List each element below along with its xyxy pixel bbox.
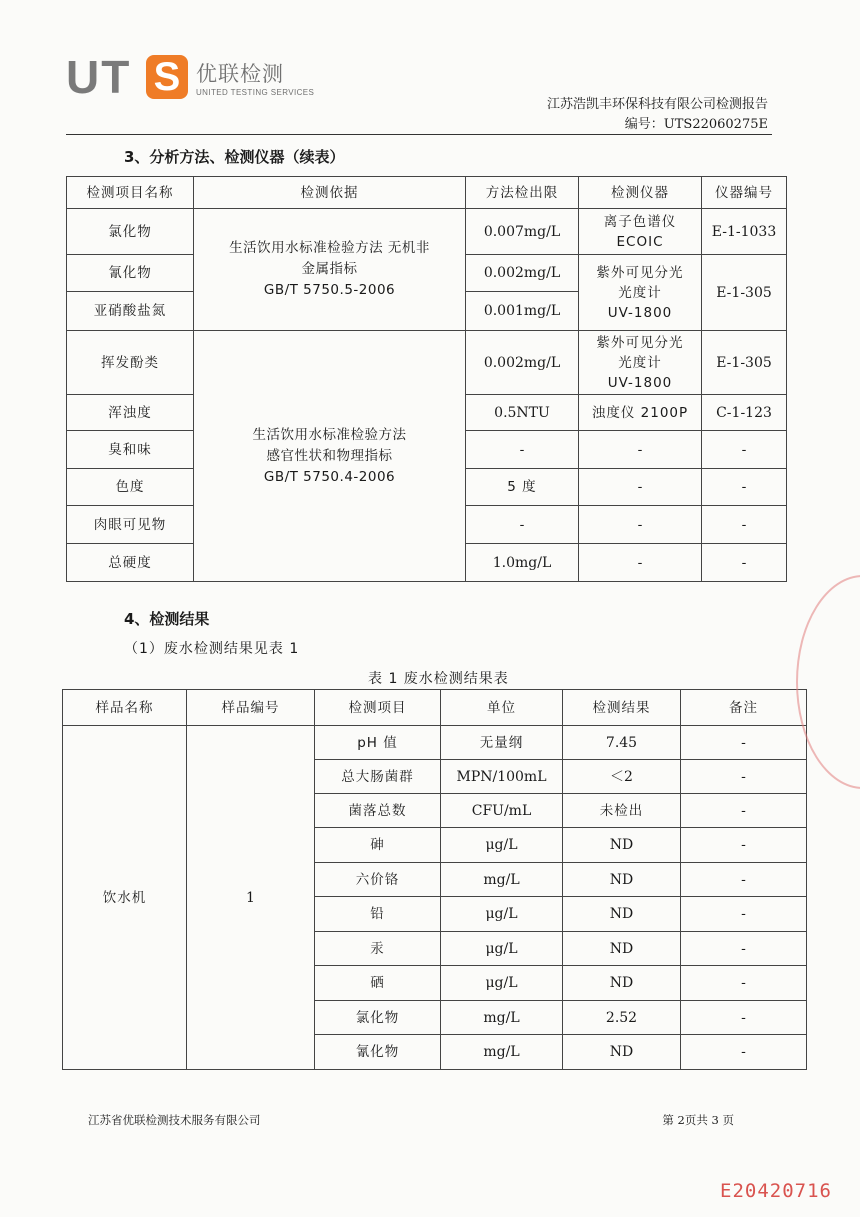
item-name: 臭和味 [67,431,194,469]
instrument-code: - [702,506,787,544]
instrument: 离子色谱仪 ECOIC [579,209,702,255]
col-header: 备注 [681,690,807,726]
unit: mg/L [441,1035,563,1070]
sample-number: 1 [187,726,315,1070]
table-header-row [67,177,787,209]
item-name: 总硬度 [67,544,194,582]
unit: MPN/100mL [441,760,563,794]
result: ND [563,966,681,1001]
detection-limit: 5 度 [466,469,579,506]
test-item: 六价铬 [315,863,441,897]
note: - [681,932,807,966]
note: - [681,897,807,932]
report-number [625,113,768,132]
page-number: 第 2页共 3 页 [662,1113,734,1127]
results-table [62,689,807,1070]
item-name: 挥发酚类 [67,331,194,395]
header-divider [66,134,772,135]
col-header: 检测结果 [563,690,681,726]
test-item: 总大肠菌群 [315,760,441,794]
note: - [681,863,807,897]
note: - [681,726,807,760]
col-header: 单位 [441,690,563,726]
table-row [67,331,787,395]
instrument-code: - [702,469,787,506]
result: ND [563,932,681,966]
col-header: 仪器编号 [702,177,787,209]
table-row [63,726,807,760]
logo-ut-text: UT [66,51,132,103]
note: - [681,966,807,1001]
instrument-code: C-1-123 [702,395,787,431]
method-instrument-table [66,176,787,582]
instrument: - [579,469,702,506]
instrument: 紫外可见分光 光度计 UV-1800 [579,331,702,395]
unit: μg/L [441,932,563,966]
col-header: 样品编号 [187,690,315,726]
section3-title: 3、分析方法、检测仪器（续表） [124,148,345,166]
report-number-label: 编号： [624,117,664,132]
instrument-code: E-1-1033 [702,209,787,255]
test-item: 氯化物 [315,1001,441,1035]
logo-chinese-name: 优联检测 [196,62,284,86]
test-item: 硒 [315,966,441,1001]
section4-subtitle: （1）废水检测结果见表 1 [124,641,300,657]
col-header: 检测依据 [194,177,466,209]
logo-s-badge: S [146,55,188,99]
instrument: 紫外可见分光 光度计 UV-1800 [579,255,702,331]
company-logo [66,51,315,108]
item-name: 色度 [67,469,194,506]
col-header: 检测项目 [315,690,441,726]
detection-limit: 0.002mg/L [466,331,579,395]
instrument: 浊度仪 2100P [579,395,702,431]
result: ND [563,828,681,863]
item-name: 浑浊度 [67,395,194,431]
item-name: 亚硝酸盐氮 [67,292,194,331]
detection-limit: 0.002mg/L [466,255,579,292]
item-name: 氰化物 [67,255,194,292]
logo-english-name: UNITED TESTING SERVICES [196,88,315,97]
test-item: 氰化物 [315,1035,441,1070]
item-name: 氯化物 [67,209,194,255]
test-item: 砷 [315,828,441,863]
unit: mg/L [441,1001,563,1035]
test-item: 汞 [315,932,441,966]
serial-number: E20420716 [720,1180,832,1202]
unit: CFU/mL [441,794,563,828]
detection-limit: 0.001mg/L [466,292,579,331]
note: - [681,828,807,863]
test-item: pH 值 [315,726,441,760]
test-item: 铅 [315,897,441,932]
detection-limit: 0.007mg/L [466,209,579,255]
sample-name: 饮水机 [63,726,187,1070]
item-name: 肉眼可见物 [67,506,194,544]
table-header-row [63,690,807,726]
unit: μg/L [441,897,563,932]
instrument-code: - [702,431,787,469]
instrument-code: E-1-305 [702,331,787,395]
instrument: - [579,431,702,469]
footer-company: 江苏省优联检测技术服务有限公司 [88,1113,261,1127]
col-header: 方法检出限 [466,177,579,209]
unit: mg/L [441,863,563,897]
instrument-code: - [702,544,787,582]
col-header: 检测仪器 [579,177,702,209]
note: - [681,1001,807,1035]
result: ＜2 [563,760,681,794]
detection-limit: - [466,506,579,544]
col-header: 样品名称 [63,690,187,726]
col-header: 检测项目名称 [67,177,194,209]
detection-limit: 1.0mg/L [466,544,579,582]
detection-limit: - [466,431,579,469]
detection-limit: 0.5NTU [466,395,579,431]
instrument-code: E-1-305 [702,255,787,331]
result: 未检出 [563,794,681,828]
instrument: - [579,506,702,544]
result: ND [563,1035,681,1070]
report-company-title: 江苏浩凯丰环保科技有限公司检测报告 [546,97,768,112]
table1-caption: 表 1 废水检测结果表 [368,671,509,687]
result: ND [563,863,681,897]
table-row [67,209,787,255]
note: - [681,794,807,828]
unit: μg/L [441,828,563,863]
test-basis: 生活饮用水标准检验方法 无机非 金属指标 GB/T 5750.5-2006 [194,209,466,331]
section4-title: 4、检测结果 [124,610,210,628]
report-number-value: UTS22060275E [663,117,768,132]
instrument: - [579,544,702,582]
unit: 无量纲 [441,726,563,760]
note: - [681,1035,807,1070]
note: - [681,760,807,794]
result: ND [563,897,681,932]
test-item: 菌落总数 [315,794,441,828]
test-basis: 生活饮用水标准检验方法 感官性状和物理指标 GB/T 5750.4-2006 [194,331,466,582]
result: 2.52 [563,1001,681,1035]
unit: μg/L [441,966,563,1001]
result: 7.45 [563,726,681,760]
